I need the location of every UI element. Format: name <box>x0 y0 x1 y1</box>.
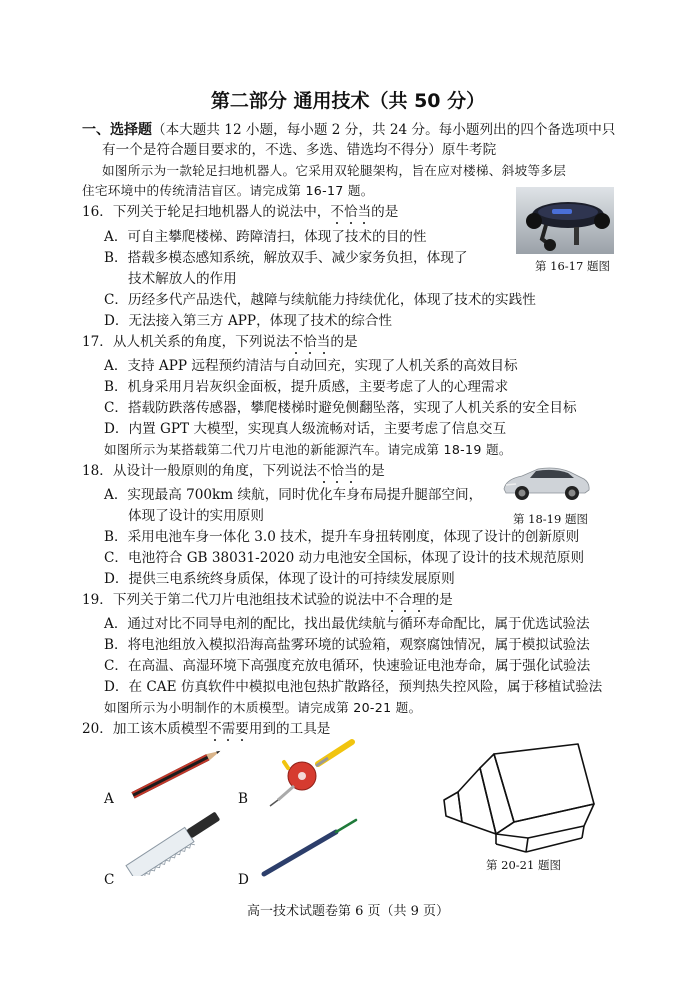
q19-option-a: A．通过对比不同导电剂的配比，找出最优续航与循环寿命配比，属于优选试验法 <box>104 616 590 632</box>
question-17 <box>82 333 358 351</box>
section-label: 一、选择题 <box>82 122 152 138</box>
q16-option-d: D．无法接入第三方 APP，体现了技术的综合性 <box>104 313 393 329</box>
q17-stem: 17．从人机关系的角度，下列说法 <box>82 334 290 350</box>
scenario-1-line-2: 住宅环境中的传统清洁盲区。请完成第 16-17 题。 <box>82 183 374 198</box>
saw-icon <box>118 812 230 876</box>
question-20 <box>82 720 330 738</box>
q19-emphasis-1: 不 <box>384 592 399 608</box>
tool-label-a: A <box>104 791 114 807</box>
q16-option-c: C．历经多代产品迭代，越障与续航能力持续优化，体现了技术的实践性 <box>104 292 536 308</box>
q18-stem: 18．从设计一般原则的角度，下列说法 <box>82 463 317 479</box>
tool-label-b: B <box>238 791 248 807</box>
robot-image <box>516 187 614 254</box>
q18-emphasis-1: 不 <box>316 463 331 479</box>
figure-caption-16-17: 第 16-17 题图 <box>535 259 610 273</box>
q19-stem-end: 的是 <box>425 592 453 608</box>
question-16 <box>82 203 398 221</box>
q17-option-c: C．搭载防跌落传感器，攀爬楼梯时避免侧翻坠落，实现了人机关系的安全目标 <box>104 400 577 416</box>
q16-option-b: B．搭载多模态感知系统，解放双手、减少家务负担，体现了 <box>104 250 468 266</box>
q18-stem-end: 的是 <box>357 463 385 479</box>
q16-stem: 16．下列关于轮足扫地机器人的说法中， <box>82 204 331 220</box>
q18-emphasis-2: 恰 <box>330 463 344 479</box>
figure-caption-18-19: 第 18-19 题图 <box>513 512 588 526</box>
q18-option-c: C．电池符合 GB 38031-2020 动力电池安全国标，体现了设计的技术规范原则 <box>104 550 585 566</box>
section-intro-line-1 <box>82 121 615 139</box>
q17-option-a: A．支持 APP 远程预约清洁与自动回充，实现了人机关系的高效目标 <box>104 358 518 374</box>
page-footer: 高一技术试题卷第 6 页（共 9 页） <box>246 904 450 919</box>
q18-option-d: D．提供三电系统终身质保，体现了设计的可持续发展原则 <box>104 571 455 587</box>
file-icon <box>258 816 362 878</box>
q18-option-a-cont: 体现了设计的实用原则 <box>128 508 264 524</box>
q20-emphasis-2: 需 <box>221 721 236 737</box>
q16-stem-end: 的是 <box>371 204 399 220</box>
q19-option-d: D．在 CAE 仿真软件中模拟电池包热扩散路径，预判热失控风险，属于移植试验法 <box>104 679 603 695</box>
tool-label-c: C <box>104 872 115 888</box>
q18-option-b: B．采用电池车身一体化 3.0 技术，提升车身扭转刚度，体现了设计的创新原则 <box>104 529 580 545</box>
scenario-2-line-1: 如图所示为某搭载第二代刀片电池的新能源汽车。请完成第 18-19 题。 <box>104 442 512 457</box>
figure-caption-20-21: 第 20-21 题图 <box>486 858 561 872</box>
q17-emphasis-1: 不 <box>289 334 304 350</box>
q18-emphasis-3: 当 <box>343 463 358 479</box>
q17-stem-end: 的是 <box>330 334 358 350</box>
q19-emphasis-2: 合 <box>398 592 412 608</box>
section-intro-line-2: 有一个是符合题目要求的，不选、多选、错选均不得分）原牛考院 <box>102 142 497 158</box>
q20-stem-end: 用到的工具是 <box>248 721 331 737</box>
car-image <box>500 457 592 505</box>
q17-option-b: B．机身采用月岩灰织金面板，提升质感，主要考虑了人的心理需求 <box>104 379 509 395</box>
q16-emphasis-2: 恰 <box>343 204 358 220</box>
question-19 <box>82 591 453 609</box>
scenario-3-line-1: 如图所示为小明制作的木质模型。请完成第 20-21 题。 <box>104 700 422 715</box>
wooden-model-drawing <box>436 738 604 856</box>
hand-drill-icon <box>258 738 358 808</box>
q18-option-a: A．实现最高 700km 续航，同时优化车身布局提升腿部空间， <box>104 487 483 503</box>
q16-emphasis-1: 不 <box>330 204 344 220</box>
q17-emphasis-2: 恰 <box>303 334 317 350</box>
q19-stem: 19．下列关于第二代刀片电池组技术试验的说法中 <box>82 592 385 608</box>
q17-option-d: D．内置 GPT 大模型，实现真人级流畅对话，主要考虑了信息交互 <box>104 421 507 437</box>
page-title: 第二部分 通用技术（共 50 分） <box>210 90 486 112</box>
tool-label-d: D <box>238 872 249 888</box>
scenario-1-line-1: 如图所示为一款轮足扫地机器人。它采用双轮腿架构，旨在应对楼梯、斜坡等多层 <box>102 163 567 178</box>
q16-option-a: A．可自主攀爬楼梯、跨障清扫，体现了技术的目的性 <box>104 229 427 245</box>
question-18 <box>82 462 385 480</box>
q16-option-b-cont: 技术解放人的作用 <box>128 271 237 287</box>
q19-option-b: B．将电池组放入模拟沿海高盐雾环境的试验箱，观察腐蚀情况，属于模拟试验法 <box>104 637 590 653</box>
q20-emphasis-3: 要 <box>235 721 249 737</box>
q19-option-c: C．在高温、高湿环境下高强度充放电循环，快速验证电池寿命，属于强化试验法 <box>104 658 591 674</box>
section-intro-text-1: （本大题共 12 小题，每小题 2 分，共 24 分。每小题列出的四个备选项中只 <box>152 122 616 138</box>
pencil-icon <box>120 745 232 803</box>
q17-emphasis-3: 当 <box>316 334 331 350</box>
q19-emphasis-3: 理 <box>411 592 426 608</box>
q20-stem: 20．加工该木质模型 <box>82 721 209 737</box>
q16-emphasis-3: 当 <box>357 204 372 220</box>
q20-emphasis-1: 不 <box>208 721 222 737</box>
